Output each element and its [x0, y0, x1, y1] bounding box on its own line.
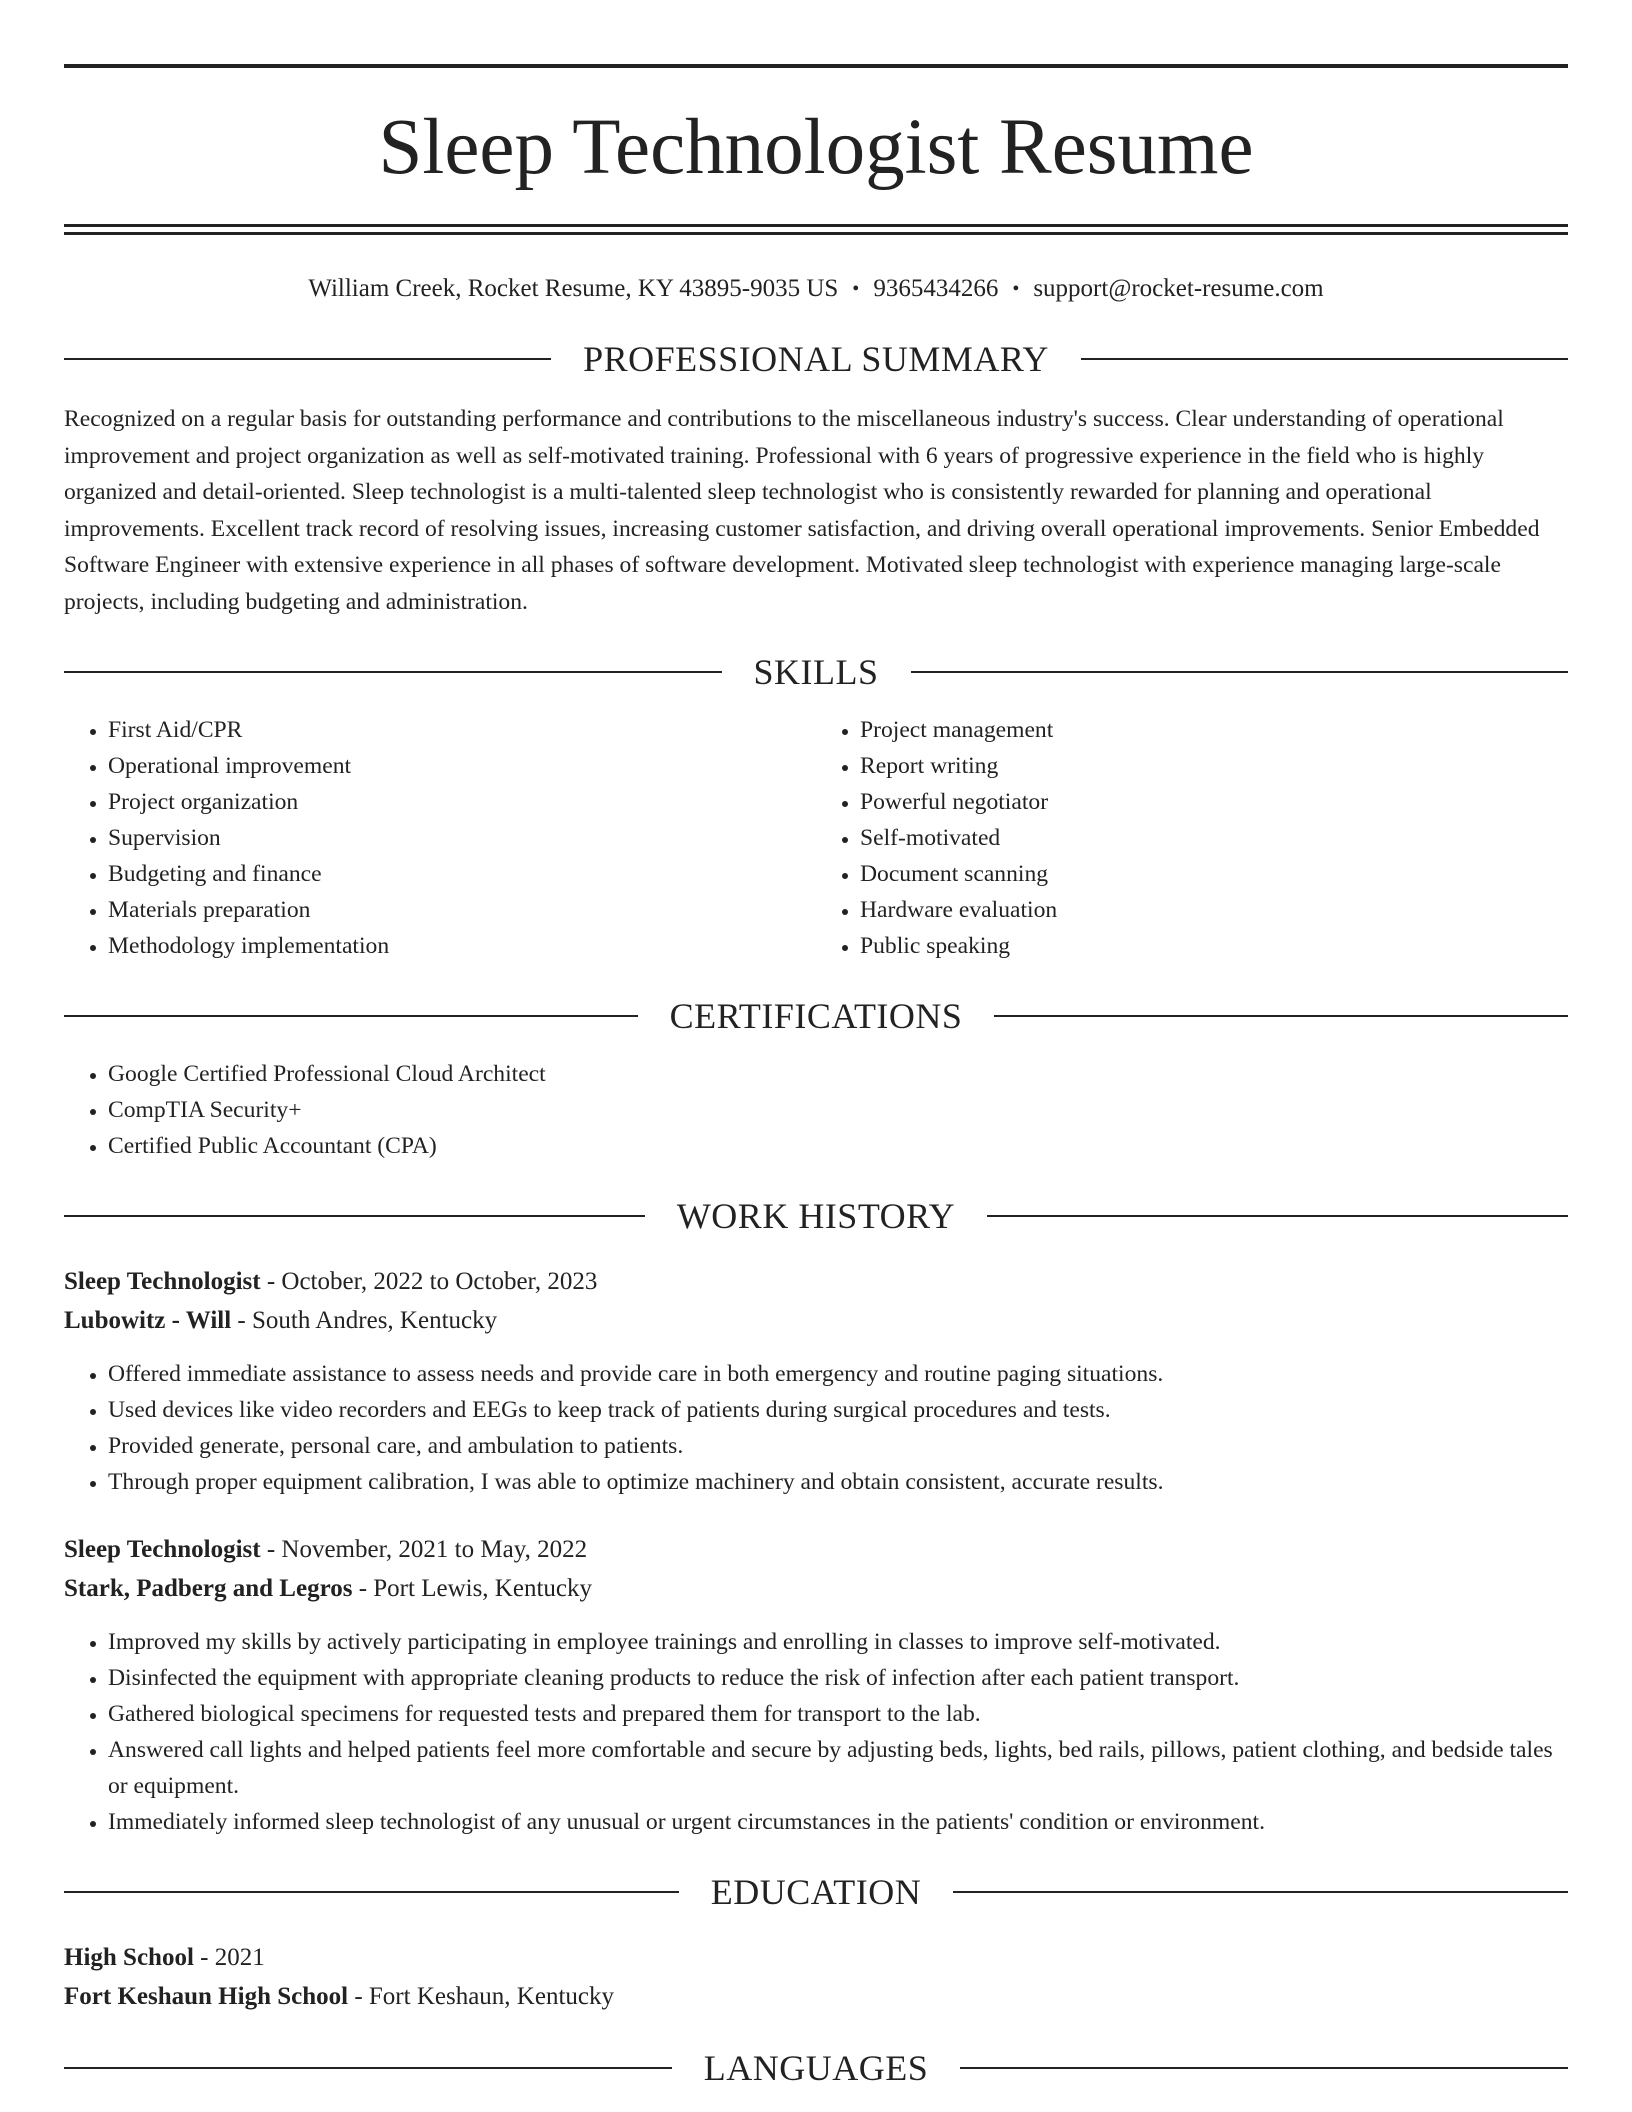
- contact-address: William Creek, Rocket Resume, KY 43895-9035 US: [308, 275, 839, 302]
- job-location: Port Lewis, Kentucky: [373, 1575, 592, 1602]
- skill-item: • Self-motivated: [860, 820, 1568, 856]
- certification-item: • Certified Public Accountant (CPA): [108, 1128, 1568, 1164]
- header-rule: [64, 1015, 638, 1017]
- header-rule: [64, 1215, 645, 1217]
- job-title: Sleep Technologist: [64, 1268, 261, 1295]
- top-rule: [64, 64, 1568, 68]
- certification-item: • Google Certified Professional Cloud Architect: [108, 1056, 1568, 1092]
- resume-title: Sleep Technologist Resume: [378, 104, 1254, 191]
- section-title-summary: PROFESSIONAL SUMMARY: [583, 339, 1049, 379]
- dash: -: [348, 1983, 369, 2010]
- dash: -: [193, 1944, 215, 1971]
- section-header-skills: [64, 648, 1568, 696]
- dash: -: [352, 1575, 374, 1602]
- certifications-list: [64, 1056, 1568, 1164]
- education-degree-line: [64, 1938, 1568, 1977]
- contact-separator: •: [852, 278, 860, 300]
- section-header-certifications: [64, 992, 1568, 1040]
- skill-item: • Report writing: [860, 748, 1568, 784]
- skill-item: • Supervision: [108, 820, 816, 856]
- skills-list-right: [816, 712, 1568, 964]
- skills-list-left: [64, 712, 816, 964]
- header-rule: [960, 2067, 1568, 2069]
- job-title-line: [64, 1530, 1568, 1569]
- job-bullet: • Offered immediate assistance to assess needs and provide care in both emergency and routine paging situations.: [108, 1356, 1568, 1392]
- job-bullet: • Used devices like video recorders and EEGs to keep track of patients during surgical procedures and tests.: [108, 1392, 1568, 1428]
- section-title-certifications: CERTIFICATIONS: [669, 996, 963, 1036]
- skill-item: • Powerful negotiator: [860, 784, 1568, 820]
- job-location: South Andres, Kentucky: [252, 1307, 498, 1334]
- skill-item: • Project management: [860, 712, 1568, 748]
- job-entry: [64, 1530, 1568, 1840]
- skill-item: • First Aid/CPR: [108, 712, 816, 748]
- skill-item: • Methodology implementation: [108, 928, 816, 964]
- job-title-line: [64, 1262, 1568, 1301]
- job-bullet: • Immediately informed sleep technologist of any unusual or urgent circumstances in the patients' condition or environment.: [108, 1804, 1568, 1840]
- section-title-work: WORK HISTORY: [676, 1196, 956, 1236]
- skill-item: • Materials preparation: [108, 892, 816, 928]
- section-title-languages: LANGUAGES: [703, 2048, 929, 2088]
- header-rule: [953, 1891, 1568, 1893]
- skill-item: • Budgeting and finance: [108, 856, 816, 892]
- header-rule: [64, 671, 722, 673]
- section-header-education: [64, 1868, 1568, 1916]
- job-bullets: [64, 1356, 1568, 1500]
- certification-item: • CompTIA Security+: [108, 1092, 1568, 1128]
- header-rule: [64, 358, 551, 360]
- dash: -: [231, 1307, 252, 1334]
- job-bullet: • Gathered biological specimens for requested tests and prepared them for transport to the lab.: [108, 1696, 1568, 1732]
- contact-phone: 9365434266: [873, 275, 999, 302]
- job-bullets: [64, 1624, 1568, 1840]
- skill-item: • Document scanning: [860, 856, 1568, 892]
- header-rule: [987, 1215, 1568, 1217]
- job-company-line: [64, 1569, 1568, 1608]
- skill-item: • Public speaking: [860, 928, 1568, 964]
- section-title-skills: SKILLS: [753, 652, 879, 692]
- header-rule: [994, 1015, 1568, 1017]
- job-bullet: • Disinfected the equipment with appropriate cleaning products to reduce the risk of infection after each patient transport.: [108, 1660, 1568, 1696]
- job-dates: October, 2022 to October, 2023: [281, 1268, 598, 1295]
- job-company: Lubowitz - Will: [64, 1307, 232, 1334]
- education-school-line: [64, 1977, 1568, 2016]
- title-double-rule: [64, 224, 1568, 235]
- education-location: Fort Keshaun, Kentucky: [368, 1983, 614, 2010]
- job-bullet: • Improved my skills by actively participating in employee trainings and enrolling in classes to improve self-motivated.: [108, 1624, 1568, 1660]
- education-school: Fort Keshaun High School: [64, 1983, 349, 2010]
- summary-text: Recognized on a regular basis for outstanding performance and contributions to the miscellaneous industry's success. Clear understanding of operational improvement and project organization as well as self-motivated training. Professional with 6 years of progressive experience in the field who is highly organized and detail-oriented. Sleep technologist is a multi-talented sleep technologist who is consistently rewarded for planning and operational improvements. Excellent track record of resolving issues, increasing customer satisfaction, and driving overall operational improvements. Senior Embedded Software Engineer with extensive experience in all phases of software development. Motivated sleep technologist with experience managing large-scale projects, including budgeting and administration.: [64, 406, 1540, 615]
- job-company: Stark, Padberg and Legros: [64, 1575, 353, 1602]
- job-bullet: • Through proper equipment calibration, I was able to optimize machinery and obtain consistent, accurate results.: [108, 1464, 1568, 1500]
- job-company-line: [64, 1301, 1568, 1340]
- skills-columns: [64, 712, 1568, 964]
- job-entry: [64, 1262, 1568, 1500]
- job-bullet: • Answered call lights and helped patients feel more comfortable and secure by adjusting beds, lights, bed rails, pillows, patient clothing, and bedside tales or equipment.: [108, 1732, 1568, 1804]
- contact-email: support@rocket-resume.com: [1033, 275, 1324, 302]
- section-header-summary: [64, 335, 1568, 383]
- job-title: Sleep Technologist: [64, 1536, 261, 1563]
- job-bullet: • Provided generate, personal care, and ambulation to patients.: [108, 1428, 1568, 1464]
- header-rule: [64, 2067, 672, 2069]
- contact-line: [64, 271, 1568, 307]
- education-degree: High School: [64, 1944, 194, 1971]
- header-rule: [911, 671, 1569, 673]
- skill-item: • Hardware evaluation: [860, 892, 1568, 928]
- dash: -: [260, 1268, 282, 1295]
- header-rule: [1081, 358, 1568, 360]
- section-header-work: [64, 1192, 1568, 1240]
- header-rule: [64, 1891, 679, 1893]
- job-dates: November, 2021 to May, 2022: [281, 1536, 588, 1563]
- dash: -: [260, 1536, 282, 1563]
- skill-item: • Project organization: [108, 784, 816, 820]
- section-header-languages: [64, 2044, 1568, 2092]
- education-entry: [64, 1938, 1568, 2016]
- skill-item: • Operational improvement: [108, 748, 816, 784]
- section-title-education: EDUCATION: [710, 1872, 922, 1912]
- contact-separator: •: [1012, 278, 1020, 300]
- education-year: 2021: [214, 1944, 265, 1971]
